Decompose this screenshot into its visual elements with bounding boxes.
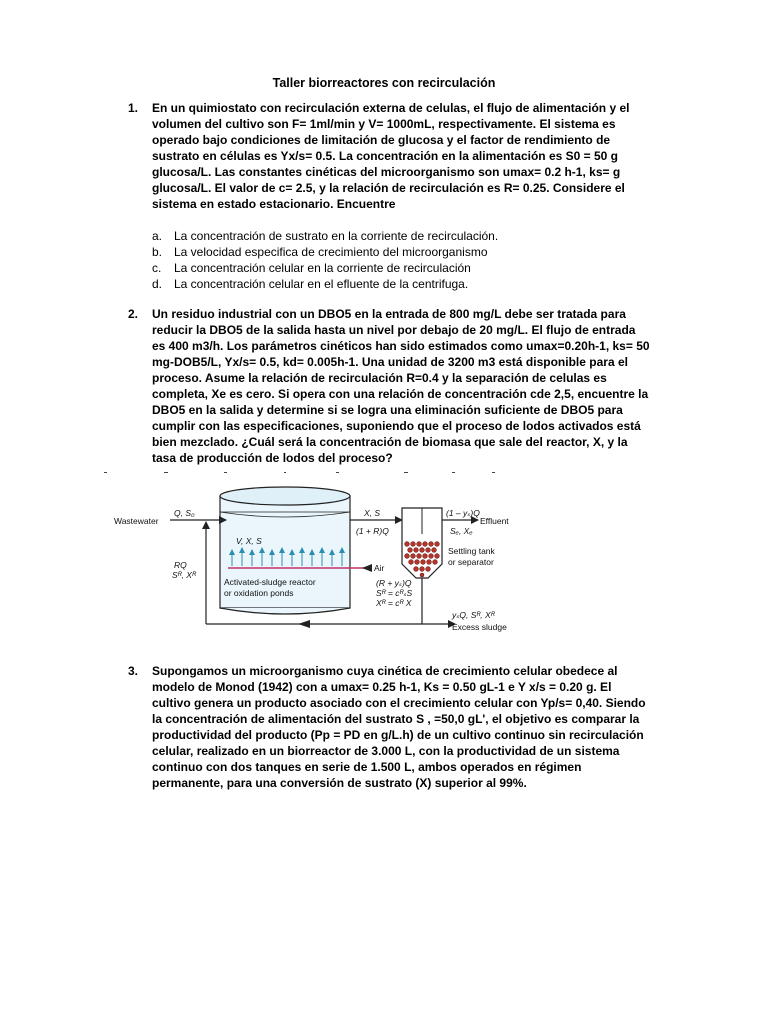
label-waste-2: Excess sludge	[452, 622, 507, 632]
air-arrow	[362, 564, 372, 572]
problem-text: Supongamos un microorganismo cuya cinética de crecimiento celular obedece al modelo de Monod (1942) con a umax= 0.25 h-1, Ks = 0.50 gL-1 e Y x/s = 0.20 g. El cultivo genera un producto asociado con el crecimiento celular con Yp/s= 0,40. Siendo la concentración de alimentación del sustrato S , =50,0 gL', el objetivo es comparar la productividad del producto (Pp = PD en g/L.h) de un cultivo continuo sin recirculación celular, realizado en un biorreactor de 3.000 L, con la productividad de un sistema continuo con dos tanques en serie de 1.500 L, ambos operados en régimen permanente, para una conversión de sustrato (X) superior al 99%.	[152, 664, 646, 790]
item-label: a.	[152, 229, 163, 243]
label-recycle-2: Sᴿ, Xᴿ	[172, 570, 196, 580]
list-item	[152, 244, 652, 260]
label-effluent-flow: (1 – yₛ)Q	[446, 508, 480, 518]
scan-artifact-line	[104, 471, 504, 474]
list-item	[152, 260, 652, 276]
recycle-arrow	[298, 620, 310, 628]
item-label: d.	[152, 277, 163, 291]
problem-1	[128, 100, 652, 212]
activated-sludge-diagram	[110, 478, 540, 638]
label-outflow-2: (1 + R)Q	[356, 526, 389, 536]
problem-text: En un quimiostato con recirculación externa de celulas, el flujo de alimentación y el volumen del cultivo son F= 1ml/min y V= 1000mL, respectivamente. El sistema es operado bajo condiciones de limitación de glucosa y el factor de rendimiento de sustrato en células es Yx/s= 0.5. La concentración en la alimentación es S0 = 50 g glucosa/L. Las constantes cinéticas del microorganismo son umax= 0.2 h-1, ks= g glucosa/L. El valor de c= 2.5, y la relación de recirculación es R= 0.25. Considere el sistema en estado estacionario. Encuentre	[152, 101, 630, 211]
problem-2	[128, 306, 652, 466]
document-title: Taller biorreactores con recirculación	[272, 76, 496, 90]
label-waste-1: yₛQ, Sᴿ, Xᴿ	[452, 610, 495, 620]
item-text: La concentración de sustrato en la corriente de recirculación.	[174, 229, 499, 243]
problem-1-items	[152, 228, 652, 292]
problem-number: 1.	[128, 101, 139, 115]
item-text: La concentración celular en la corriente de recirculación	[174, 261, 471, 275]
label-reactor-1: Activated-sludge reactor	[224, 577, 316, 587]
label-reactor-2: or oxidation ponds	[224, 588, 294, 598]
problem-3	[128, 663, 652, 791]
list-item	[152, 276, 652, 292]
label-underflow-2: Sᴿ = cᴿₛS	[376, 588, 413, 598]
item-label: b.	[152, 245, 163, 259]
item-text: La velocidad especifica de crecimiento del microorganismo	[174, 245, 488, 259]
label-underflow-3: Xᴿ = cᴿ X	[376, 598, 412, 608]
label-effluent-conc: Sₑ, Xₑ	[450, 526, 473, 536]
label-feed: Q, S₀	[174, 508, 195, 518]
label-underflow-1: (R + yₛ)Q	[376, 578, 412, 588]
label-settler-2: or separator	[448, 557, 494, 567]
label-wastewater: Wastewater	[114, 516, 159, 526]
problem-number: 3.	[128, 664, 139, 678]
problem-number: 2.	[128, 307, 139, 321]
item-text: La concentración celular en el efluente de la centrifuga.	[174, 277, 469, 291]
list-item	[152, 228, 652, 244]
problem-text: Un residuo industrial con un DBO5 en la entrada de 800 mg/L debe ser tratada para reducir la DBO5 de la salida hasta un nivel por debajo de 20 mg/L. El flujo de entrada es 400 m3/h. Los parámetros cinéticos han sido estimados como umax=0.20h-1, ks= 50 mg-DOB5/L, Yx/s= 0.5, kd= 0.005h-1. Una unidad de 3200 m3 está disponible para el proceso. Asume la relación de recirculación R=0.4 y la separación de celulas es completa, Xe es cero. Si opera con una relación de concentración cde 2,5, encuentre la DBO5 en la salida y determine si se logra una eliminación suficiente de DBO5 para cumplir con las especificaciones, suponiendo que el proceso de lodos activados está bien mezclado. ¿Cuál será la concentración de biomasa que sale del reactor, X, y la tasa de producción de lodos del proceso?	[152, 307, 650, 465]
label-effluent: Effluent	[480, 516, 509, 526]
label-settler-1: Settling tank	[448, 546, 495, 556]
item-label: c.	[152, 261, 162, 275]
label-recycle-1: RQ	[174, 560, 187, 570]
label-air: Air	[374, 563, 385, 573]
label-outflow-1: X, S	[364, 508, 381, 518]
label-reactor-content: V, X, S	[236, 536, 262, 546]
